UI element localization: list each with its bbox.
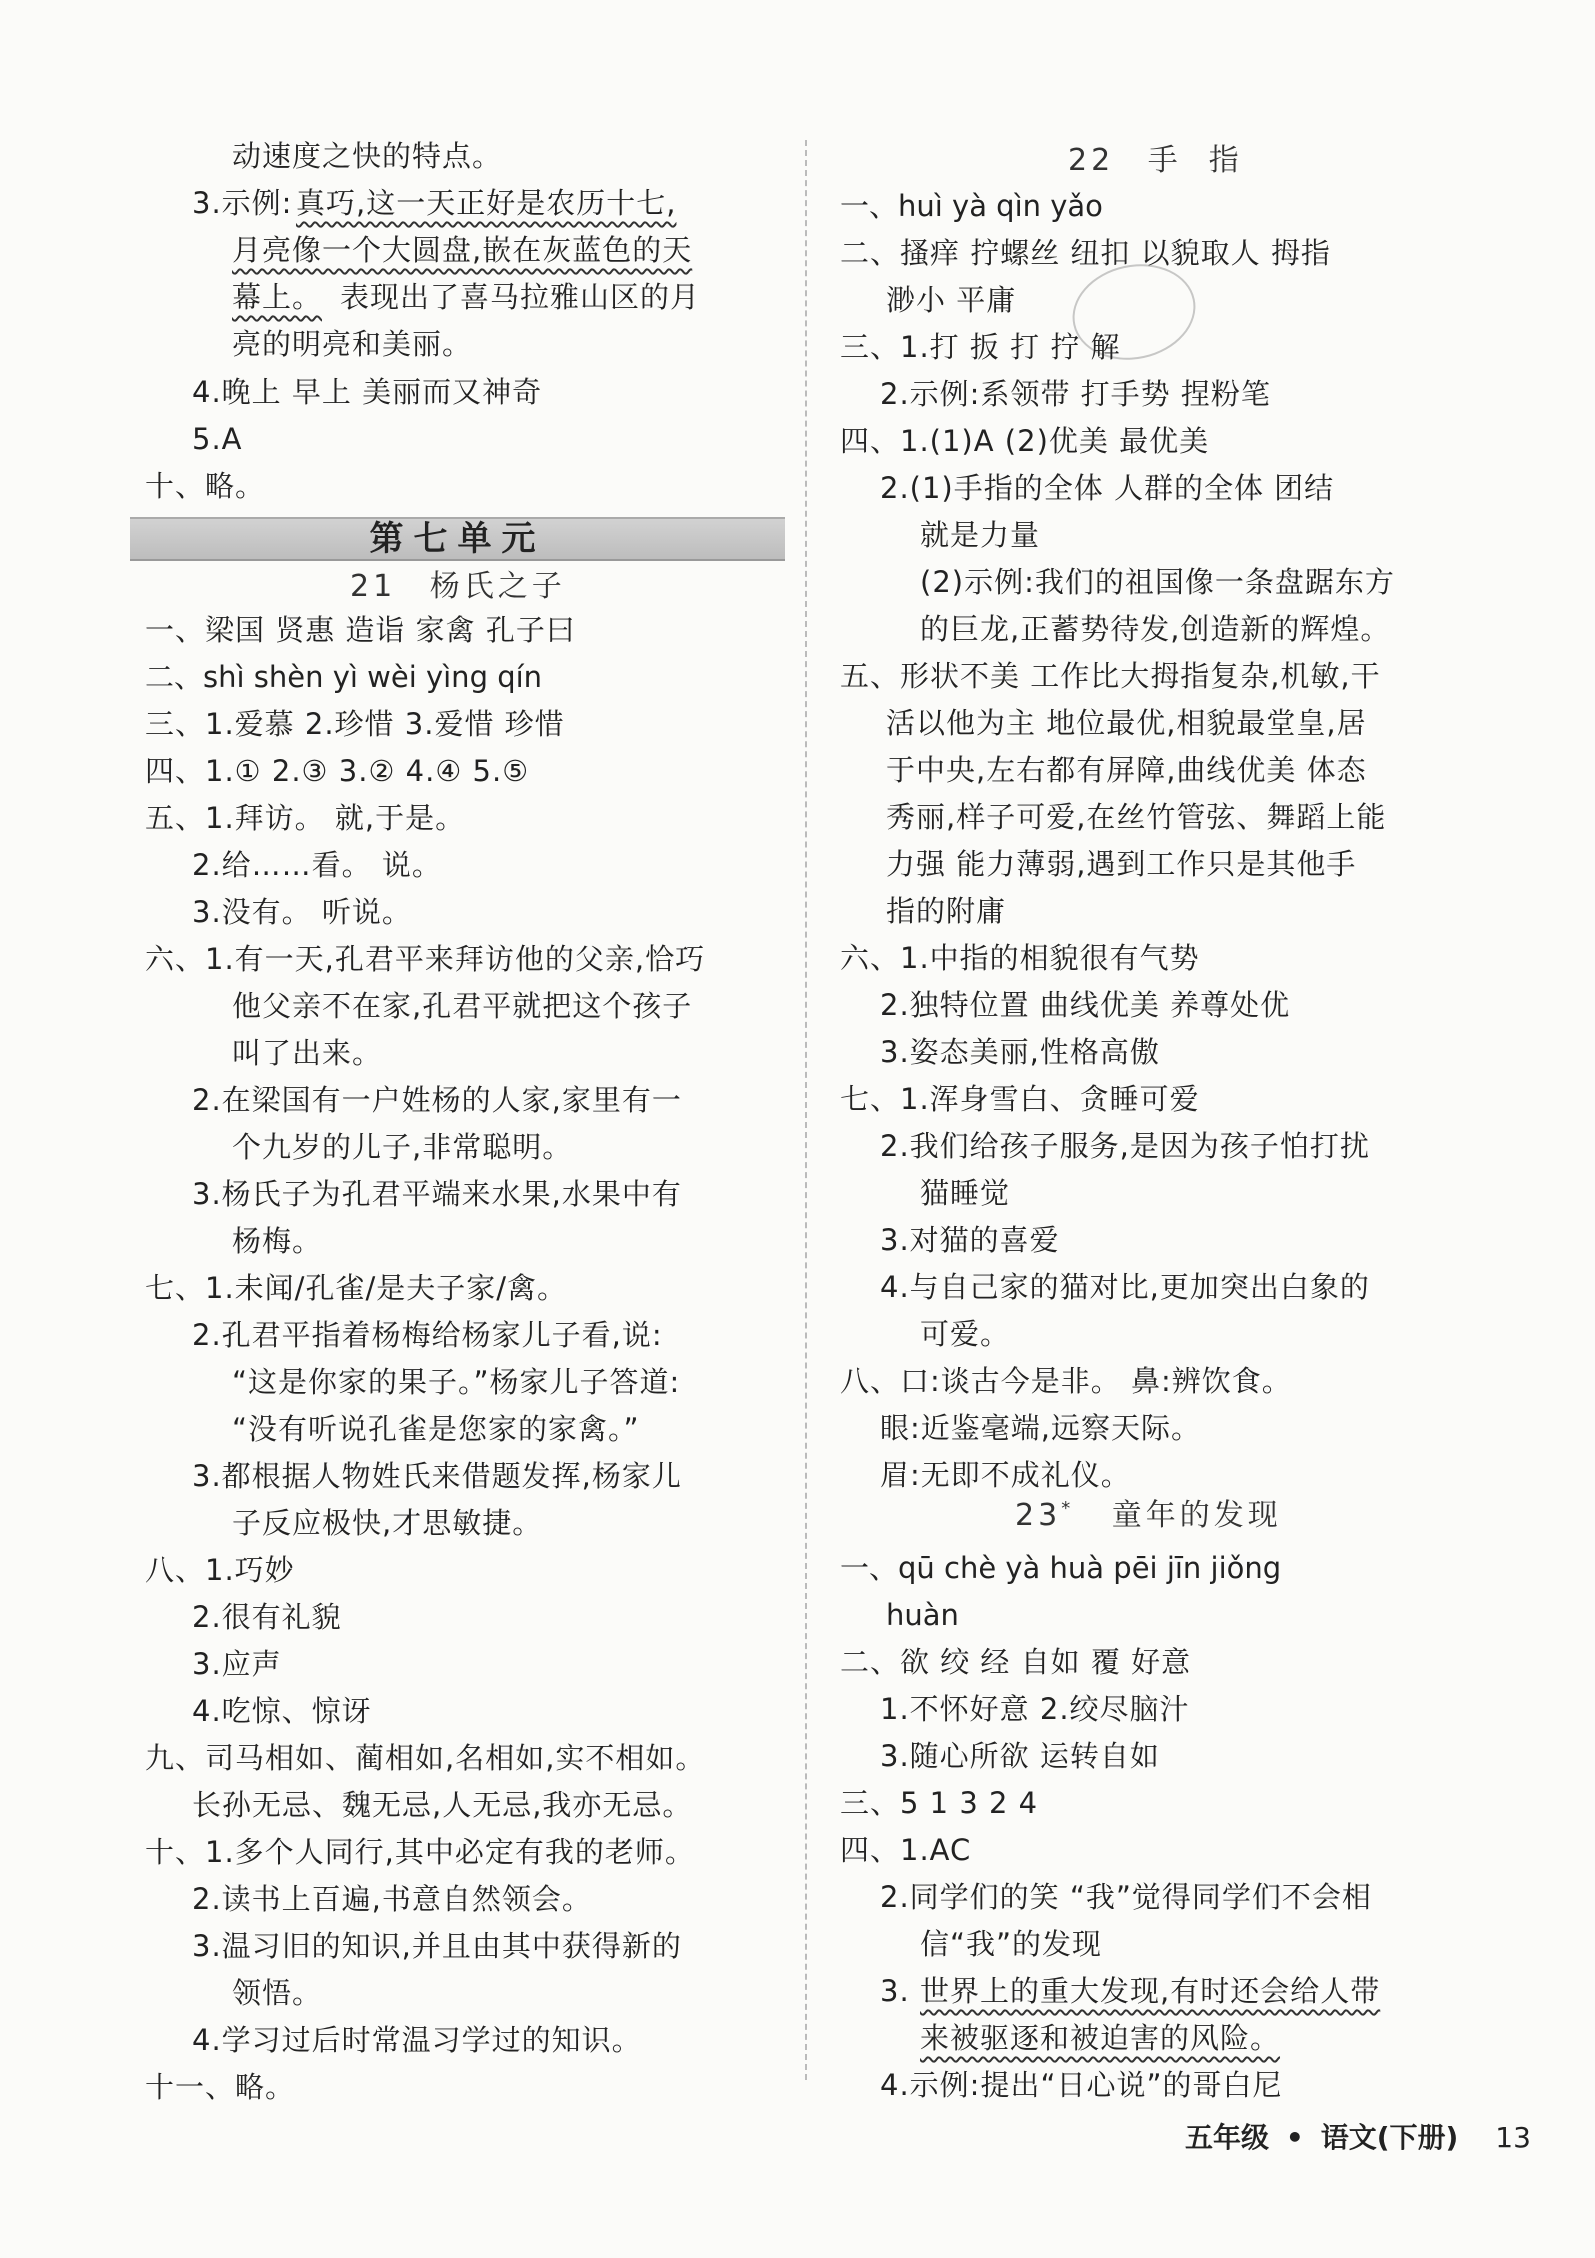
right-answer-line: (2)示例:我们的祖国像一条盘踞东方: [920, 565, 1395, 599]
right-answer-line: 2.同学们的笑 “我”觉得同学们不会相: [880, 1880, 1372, 1914]
left-answer-line: 九、司马相如、蔺相如,名相如,实不相如。: [145, 1741, 706, 1775]
left-answer-line: “这是你家的果子。”杨家儿子答道:: [232, 1365, 681, 1399]
section-number: 22: [1068, 143, 1115, 178]
right-answer-line: 可爱。: [920, 1317, 1011, 1351]
left-answer-line: 一、梁国 贤惠 造诣 家禽 孔子曰: [145, 613, 576, 647]
right-answer-line: 一、huì yà qìn yǎo: [840, 189, 1103, 223]
left-answer-line: 八、1.巧妙: [145, 1553, 295, 1587]
section-21-title: [350, 568, 566, 606]
left-answer-line: 十一、略。: [145, 2070, 296, 2104]
right-answer-line: 七、1.浑身雪白、贪睡可爱: [840, 1082, 1200, 1116]
right-answer-line: 1.不怀好意 2.绞尽脑汁: [880, 1692, 1190, 1726]
left-answer-line: 4.晚上 早上 美丽而又神奇: [192, 375, 543, 409]
left-answer-line: 3.都根据人物姓氏来借题发挥,杨家儿: [192, 1459, 682, 1493]
right-answer-line: 2.独特位置 曲线优美 养尊处优: [880, 988, 1291, 1022]
right-answer-line: huàn: [886, 1598, 959, 1632]
left-answer-line: 2.孔君平指着杨梅给杨家儿子看,说:: [192, 1318, 663, 1352]
left-answer-line: “没有听说孔雀是您家的家禽。”: [232, 1412, 640, 1446]
unit-title-bar: [130, 517, 785, 561]
right-answer-line: 世界上的重大发现,有时还会给人带: [920, 1974, 1381, 2008]
right-answer-line: 一、qū chè yà huà pēi jīn jiǒng: [840, 1551, 1282, 1585]
left-answer-line: 幕上。: [232, 280, 323, 314]
left-answer-line: 2.读书上百遍,书意自然领会。: [192, 1882, 592, 1916]
section-name: 手 指: [1147, 143, 1243, 178]
right-answer-line: 猫睡觉: [920, 1176, 1011, 1210]
right-answer-line: 眉:无即不成礼仪。: [880, 1458, 1131, 1492]
right-answer-line: 三、5 1 3 2 4: [840, 1786, 1039, 1820]
right-answer-line: 四、1.(1)A (2)优美 最优美: [840, 424, 1210, 458]
right-answer-line: 的巨龙,正蓄势待发,创造新的辉煌。: [920, 612, 1391, 646]
right-answer-line: 五、形状不美 工作比大拇指复杂,机敏,干: [840, 659, 1381, 693]
left-answer-line: 十、略。: [145, 469, 266, 503]
left-answer-line: 3.温习旧的知识,并且由其中获得新的: [192, 1929, 682, 1963]
left-answer-line: 长孙无忌、魏无忌,人无忌,我亦无忌。: [192, 1788, 693, 1822]
left-answer-line: 2.在梁国有一户姓杨的人家,家里有一: [192, 1083, 682, 1117]
left-answer-line: 叫了出来。: [232, 1036, 383, 1070]
left-answer-line: 杨梅。: [232, 1224, 323, 1258]
left-answer-line: 个九岁的儿子,非常聪明。: [232, 1130, 573, 1164]
left-answer-line: 动速度之快的特点。: [232, 139, 503, 173]
right-answer-line: 活以他为主 地位最优,相貌最堂皇,居: [886, 706, 1367, 740]
right-answer-line: 渺小 平庸: [886, 283, 1017, 317]
left-answer-line: 4.吃惊、惊讶: [192, 1694, 372, 1728]
left-answer-line: 2.很有礼貌: [192, 1600, 342, 1634]
left-answer-line: 2.给……看。 说。: [192, 848, 442, 882]
column-divider: [805, 140, 807, 2080]
left-answer-line: 二、shì shèn yì wèi yìng qín: [145, 660, 543, 694]
left-answer-line: 5.A: [192, 422, 243, 456]
section-number: 21: [350, 569, 397, 604]
grade-label: 五年级: [1185, 2121, 1270, 2154]
unit-title: 第七单元: [369, 519, 546, 559]
left-answer-line: 七、1.未闻/孔雀/是夫子家/禽。: [145, 1271, 567, 1305]
left-answer-line: 六、1.有一天,孔君平来拜访他的父亲,恰巧: [145, 942, 706, 976]
right-answer-line: 2.(1)手指的全体 人群的全体 团结: [880, 471, 1335, 505]
right-answer-line: 指的附庸: [886, 894, 1007, 928]
left-answer-line: 表现出了喜马拉雅山区的月: [340, 280, 701, 314]
footer-dot: •: [1285, 2121, 1304, 2154]
left-answer-line: 3.应声: [192, 1647, 282, 1681]
left-answer-line: 3.示例:: [192, 186, 293, 220]
left-answer-line: 真巧,这一天正好是农历十七,: [296, 186, 677, 220]
right-answer-line: 2.我们给孩子服务,是因为孩子怕打扰: [880, 1129, 1370, 1163]
left-answer-line: 三、1.爱慕 2.珍惜 3.爱惜 珍惜: [145, 707, 565, 741]
left-answer-line: 3.杨氏子为孔君平端来水果,水果中有: [192, 1177, 682, 1211]
page-number: 13: [1495, 2121, 1531, 2154]
page-footer: [1185, 2120, 1531, 2156]
left-answer-line: 子反应极快,才思敏捷。: [232, 1506, 543, 1540]
section-name: 童年的发现: [1111, 1498, 1282, 1533]
section-22-title: [1068, 142, 1243, 180]
right-answer-line: 2.示例:系领带 打手势 捏粉笔: [880, 377, 1271, 411]
section-name: 杨氏之子: [429, 569, 566, 604]
left-answer-line: 4.学习过后时常温习学过的知识。: [192, 2023, 642, 2057]
left-answer-line: 亮的明亮和美丽。: [232, 327, 473, 361]
right-answer-line: 八、口:谈古今是非。 鼻:辨饮食。: [840, 1364, 1292, 1398]
right-answer-line: 二、欲 绞 经 自如 覆 好意: [840, 1645, 1192, 1679]
left-answer-line: 月亮像一个大圆盘,嵌在灰蓝色的天: [232, 233, 693, 267]
left-answer-line: 十、1.多个人同行,其中必定有我的老师。: [145, 1835, 695, 1869]
right-answer-line: 3.姿态美丽,性格高傲: [880, 1035, 1160, 1069]
right-answer-line: 4.与自己家的猫对比,更加突出白象的: [880, 1270, 1370, 1304]
right-answer-line: 秀丽,样子可爱,在丝竹管弦、舞蹈上能: [886, 800, 1387, 834]
right-answer-line: 四、1.AC: [840, 1833, 972, 1867]
right-answer-line: 3.对猫的喜爱: [880, 1223, 1060, 1257]
right-answer-line: 六、1.中指的相貌很有气势: [840, 941, 1200, 975]
subject-label: 语文(下册): [1320, 2121, 1459, 2154]
right-answer-line: 就是力量: [920, 518, 1041, 552]
right-answer-line: 眼:近鉴毫端,远察天际。: [880, 1411, 1201, 1445]
right-answer-line: 来被驱逐和被迫害的风险。: [920, 2021, 1281, 2055]
optional-mark: *: [1061, 1498, 1075, 1519]
right-answer-line: 于中央,左右都有屏障,曲线优美 体态: [886, 753, 1367, 787]
right-answer-line: 3.: [880, 1974, 910, 2008]
left-answer-line: 3.没有。 听说。: [192, 895, 412, 929]
right-answer-line: 力强 能力薄弱,遇到工作只是其他手: [886, 847, 1357, 881]
right-answer-line: 三、1.打 扳 打 拧 解: [840, 330, 1121, 364]
right-answer-line: 4.示例:提出“日心说”的哥白尼: [880, 2068, 1283, 2102]
right-answer-line: 二、搔痒 拧螺丝 纽扣 以貌取人 拇指: [840, 236, 1331, 270]
section-number: 23: [1015, 1498, 1062, 1533]
right-answer-line: 3.随心所欲 运转自如: [880, 1739, 1160, 1773]
left-answer-line: 四、1.① 2.③ 3.② 4.④ 5.⑤: [145, 754, 530, 788]
section-23-title: [1015, 1490, 1282, 1535]
left-answer-line: 五、1.拜访。 就,于是。: [145, 801, 466, 835]
right-answer-line: 信“我”的发现: [920, 1927, 1103, 1961]
left-answer-line: 领悟。: [232, 1976, 323, 2010]
left-answer-line: 他父亲不在家,孔君平就把这个孩子: [232, 989, 693, 1023]
